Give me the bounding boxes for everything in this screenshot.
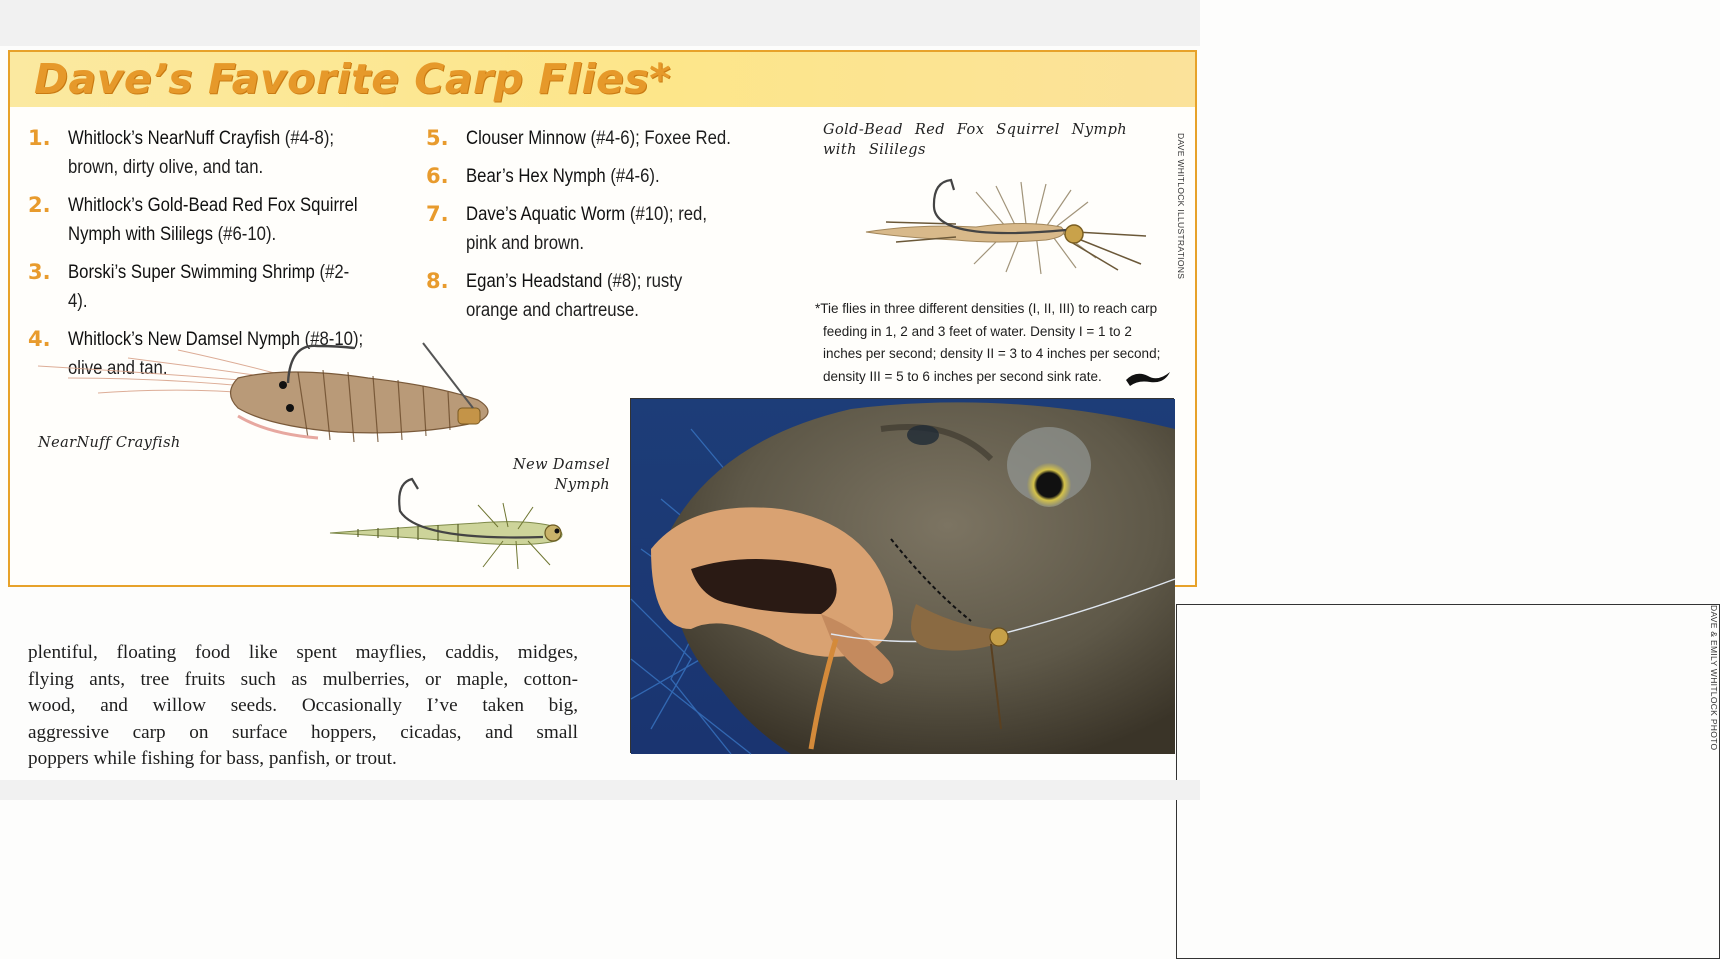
fly-detail: (#10); red, pink and brown. xyxy=(466,204,708,254)
fly-name: Whitlock’s New Damsel Nymph xyxy=(68,329,300,350)
photo-credit: DAVE & EMILY WHITLOCK PHOTO xyxy=(1176,604,1720,959)
body-line: plentiful, floating food like spent mayflies, caddis, midges, xyxy=(28,642,578,663)
caption-damsel-nymph: New Damsel Nymph xyxy=(513,457,610,493)
fly-detail: (#6-10). xyxy=(217,224,277,245)
body-line: aggressive carp on surface hoppers, cicadas, and small xyxy=(28,721,578,743)
damsel-nymph-illustration xyxy=(328,475,583,570)
caption-crayfish: NearNuff Crayfish xyxy=(38,435,181,451)
list-number: 1. xyxy=(28,126,51,150)
fly-name: Whitlock’s Gold-Bead Red Fox Squirrel Nymph with Sililegs xyxy=(68,195,358,245)
fly-list-right xyxy=(426,124,771,334)
carp-photo-image xyxy=(631,399,1175,754)
list-number: 2. xyxy=(28,193,51,217)
list-number: 7. xyxy=(426,202,449,226)
fly-name: Bear’s Hex Nymph xyxy=(466,166,606,187)
list-item xyxy=(426,200,771,258)
list-number: 3. xyxy=(28,260,51,284)
fly-name: Clouser Minnow xyxy=(466,128,586,149)
list-item xyxy=(426,124,771,153)
gold-bead-nymph-illustration xyxy=(856,172,1166,282)
fly-name: Whitlock’s NearNuff Crayfish xyxy=(68,128,281,149)
footnote-line: density III = 5 to 6 inches per second sink rate. xyxy=(823,368,1102,384)
footnote-line: inches per second; density II = 3 to 4 inches per second; xyxy=(823,346,1161,361)
list-item xyxy=(426,267,771,325)
list-item xyxy=(28,124,408,182)
page-top-band xyxy=(0,0,1200,46)
footnote-line: *Tie flies in three different densities (I, II, III) to reach carp xyxy=(815,301,1158,316)
list-number: 5. xyxy=(426,126,449,150)
fly-name: Borski’s Super Swimming Shrimp xyxy=(68,262,315,283)
fly-detail: (#4-8); brown, dirty olive, and tan. xyxy=(68,128,335,178)
list-number: 4. xyxy=(28,327,51,351)
article-body-text xyxy=(28,640,578,773)
illustration-credit: DAVE WHITLOCK ILLUSTRATIONS xyxy=(1176,133,1186,280)
carp-photo xyxy=(630,398,1174,753)
end-mark-logo xyxy=(1124,366,1174,388)
fly-detail: (#4-6). xyxy=(610,166,660,187)
footnote-line: feeding in 1, 2 and 3 feet of water. Density I = 1 to 2 xyxy=(823,323,1132,339)
fly-detail: (#4-6); Foxee Red. xyxy=(590,128,731,149)
list-number: 8. xyxy=(426,269,449,293)
list-item xyxy=(426,162,771,191)
list-item xyxy=(28,258,408,316)
list-item xyxy=(28,191,408,249)
crayfish-fly-illustration xyxy=(38,338,508,448)
body-line: poppers while fishing for bass, panfish, or trout. xyxy=(28,748,397,769)
fly-detail: (#8-10); olive and tan. xyxy=(68,329,364,379)
list-number: 6. xyxy=(426,164,449,188)
sidebar-title: Dave’s Favorite Carp Flies* xyxy=(34,55,672,103)
fly-detail: (#8); rusty orange and chartreuse. xyxy=(466,271,683,321)
page-bottom-band xyxy=(0,780,1200,800)
fly-name: Dave’s Aquatic Worm xyxy=(466,204,626,225)
fly-name: Egan’s Headstand xyxy=(466,271,603,292)
fly-detail: (#2-4). xyxy=(68,262,350,312)
body-line: wood, and willow seeds. Occasionally I’ve taken big, xyxy=(28,695,578,716)
caption-gold-bead-nymph: Gold-Bead Red Fox Squirrel Nymph with Sililegs xyxy=(823,122,1128,158)
density-footnote xyxy=(815,298,1175,388)
body-line: flying ants, tree fruits such as mulberries, or maple, cotton- xyxy=(28,668,578,690)
